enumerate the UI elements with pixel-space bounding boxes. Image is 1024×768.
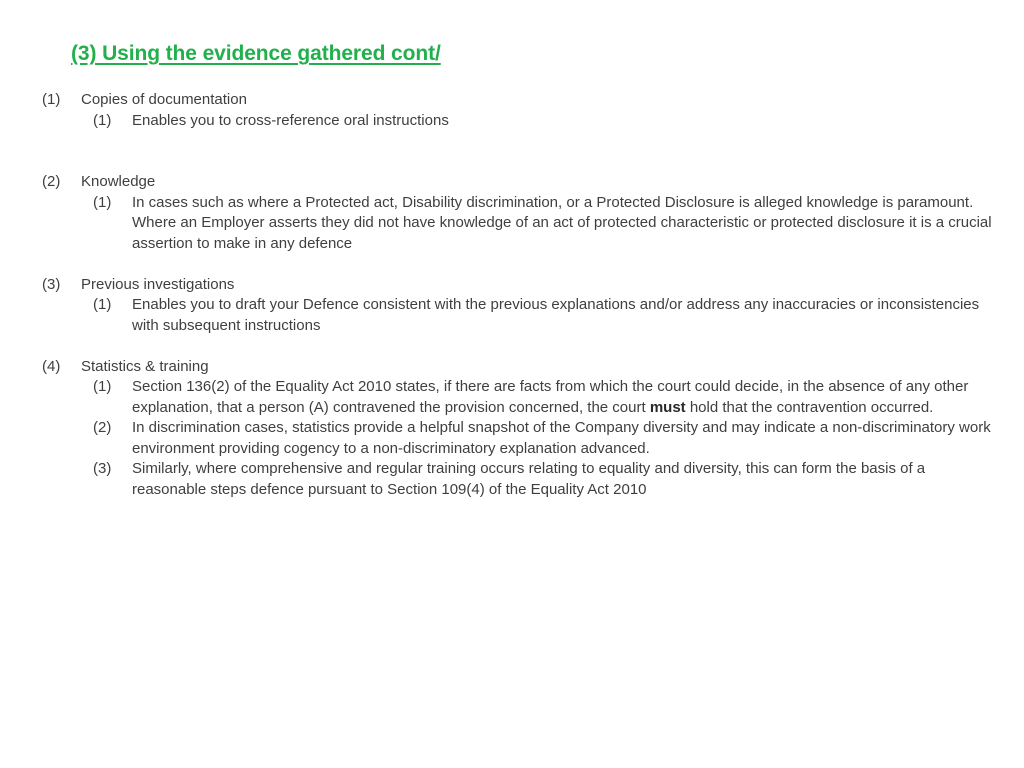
item-text: Enables you to cross-reference oral instructions (132, 111, 449, 129)
item-text-emphasis: must (649, 398, 686, 416)
list-item (42, 111, 992, 132)
section-heading-row (42, 357, 992, 378)
section-heading: Copies of documentation (81, 91, 247, 108)
list-item (42, 193, 992, 255)
section-copies-of-documentation (42, 90, 992, 131)
section-heading-row (42, 90, 992, 111)
section-number: (3) (42, 275, 61, 293)
section-heading-row (42, 172, 992, 193)
section-heading: Knowledge (81, 173, 156, 190)
list-item (42, 377, 992, 418)
item-text: In discrimination cases, statistics provide a helpful snapshot of the Company diversity and may indicate a non-discriminatory work environment providing cogency to a non-discriminatory explanation advanced. (132, 419, 991, 457)
content-list (42, 90, 992, 500)
list-item (42, 295, 992, 336)
item-number: (2) (93, 419, 112, 436)
slide-title: (3) Using the evidence gathered cont/ (71, 42, 441, 65)
item-number: (1) (93, 296, 112, 313)
item-number: (1) (93, 111, 112, 129)
section-number: (2) (42, 173, 61, 190)
section-previous-investigations (42, 275, 992, 337)
item-number: (3) (93, 460, 112, 477)
item-number: (1) (93, 193, 112, 211)
item-text: Enables you to draft your Defence consistent with the previous explanations and/or address any inaccuracies or inconsistencies with subsequent instructions (132, 296, 980, 334)
section-number: (4) (42, 357, 61, 375)
section-heading-row (42, 275, 992, 296)
item-text: In cases such as where a Protected act, Disability discrimination, or a Protected Disclosure is alleged knowledge is paramount. Where an Employer asserts they did not have knowledge of an act of protected characteristic or protected disclosure it is a crucial assertion to make in any defence (132, 193, 992, 252)
list-item (42, 459, 992, 500)
item-text (132, 377, 992, 418)
item-text-before: Section 136(2) of the Equality Act 2010 states, if there are facts from which the court could decide, in the absence of any other explanation, that a person (A) contravened the provision concerned, the court (132, 378, 969, 416)
section-knowledge (42, 172, 992, 254)
section-number: (1) (42, 91, 61, 108)
section-heading: Statistics & training (81, 357, 209, 375)
section-statistics-training (42, 357, 992, 501)
item-number: (1) (93, 378, 112, 395)
item-text: Similarly, where comprehensive and regular training occurs relating to equality and diversity, this can form the basis of a reasonable steps defence pursuant to Section 109(4) of the Equality Act 2010 (132, 460, 926, 498)
item-text-after: hold that the contravention occurred. (685, 398, 934, 416)
section-heading: Previous investigations (81, 275, 235, 293)
list-item (42, 418, 992, 459)
